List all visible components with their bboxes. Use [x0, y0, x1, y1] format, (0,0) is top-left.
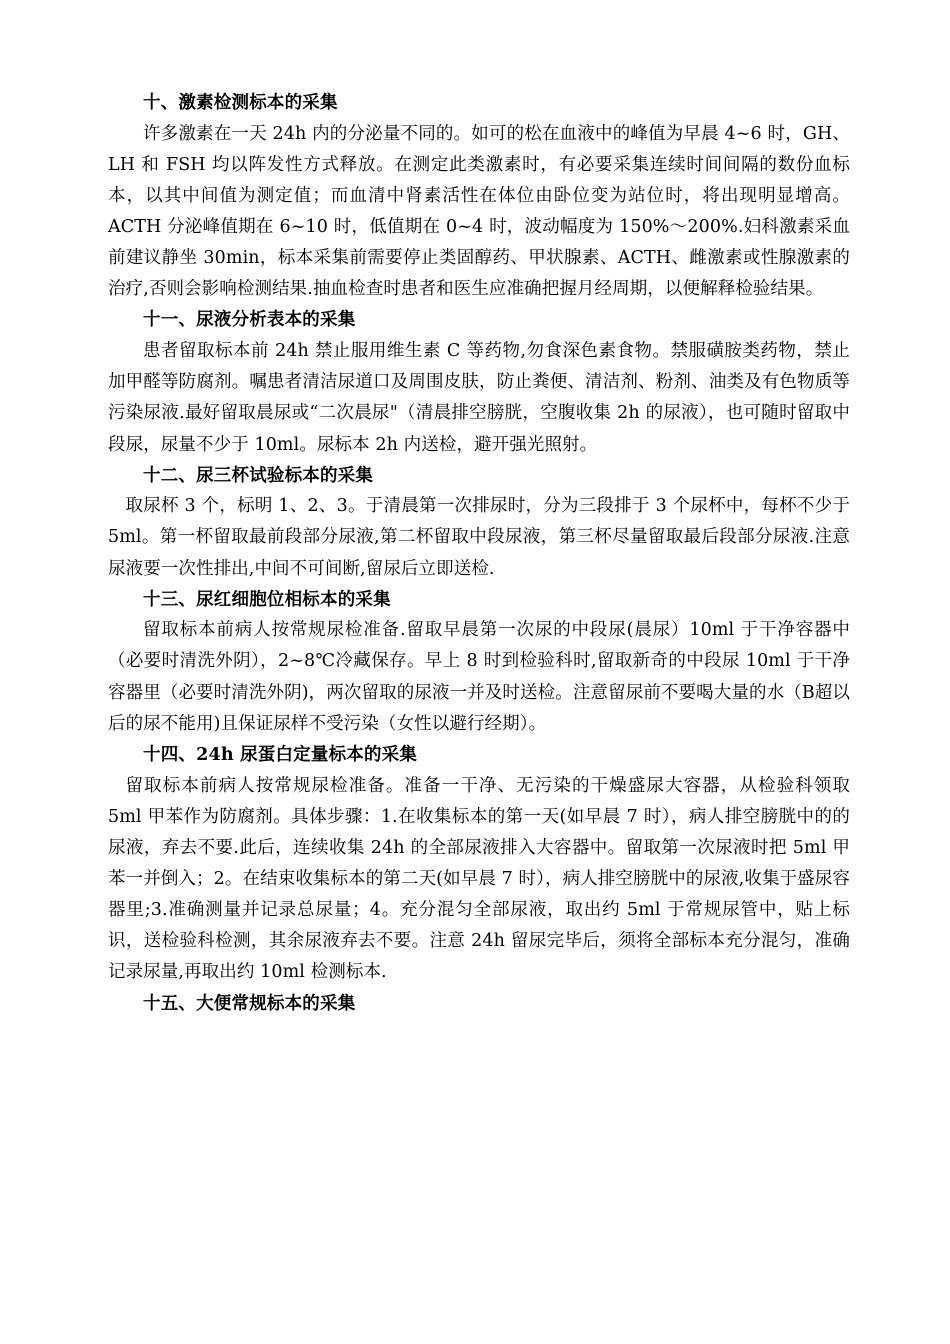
section-block [108, 305, 850, 460]
section-paragraph: 患者留取标本前 24h 禁止服用维生素 C 等药物,勿食深色素食物。禁服磺胺类药物，禁止加甲醛等防腐剂。嘱患者清洁尿道口及周围皮肤，防止粪便、清洁剂、粉剂、油类及有色物质等污染尿液.最好留取晨尿或“二次晨尿"（清晨排空膀胱，空腹收集 2h 的尿液），也可随时留取中段尿，尿量不少于 10ml。尿标本 2h 内送检，避开强光照射。 [108, 341, 850, 455]
section-paragraph: 留取标本前病人按常规尿检准备.留取早晨第一次尿的中段尿(晨尿）10ml 于干净容器中（必要时清洗外阴），2~8℃冷藏保存。早上 8 时到检验科时,留取新奇的中段尿 10ml 于干净容器里（必要时清洗外阴)，两次留取的尿液一并及时送检。注意留尿前不要喝大量的水（B超以后的尿不能用)且保证尿样不受污染（女性以避行经期）。 [108, 620, 850, 734]
section-heading: 十三、尿红细胞位相标本的采集 [143, 589, 391, 610]
section-paragraph: 留取标本前病人按常规尿检准备。准备一干净、无污染的干燥盛尿大容器，从检验科领取 5ml 甲苯作为防腐剂。具体步骤：1.在收集标本的第一天(如早晨 7 时），病人排空膀胱中的的尿液，弃去不要.此后，连续收集 24h 的全部尿液排入大容器中。留取第一次尿液时把 5ml 甲苯一并倒入；2。在结束收集标本的第二天(如早晨 7 时），病人排空膀胱中的尿液,收集于盛尿容器里;3.准确测量并记录总尿量；4。充分混匀全部尿液，取出约 5ml 于常规尿管中，贴上标识，送检验科检测，其余尿液弃去不要。注意 24h 留尿完毕后，须将全部标本充分混匀，准确记录尿量,再取出约 10ml 检测标本. [108, 775, 850, 983]
section-block [108, 88, 850, 305]
section-paragraph: 取尿杯 3 个，标明 1、2、3。于清晨第一次排尿时，分为三段排于 3 个尿杯中，每杯不少于 5ml。第一杯留取最前段部分尿液,第二杯留取中段尿液，第三杯尽量留取最后段部分尿液.注意尿液要一次性排出,中间不可间断,留尿后立即送检. [108, 496, 850, 579]
document-body [108, 88, 850, 1019]
section-heading: 十一、尿液分析表本的采集 [143, 310, 356, 331]
section-heading: 十四、24h 尿蛋白定量标本的采集 [143, 744, 418, 765]
section-block [108, 989, 850, 1020]
section-heading: 十五、大便常规标本的采集 [143, 993, 356, 1014]
section-block [108, 585, 850, 740]
section-heading: 十二、尿三杯试验标本的采集 [143, 465, 374, 486]
section-block [108, 461, 850, 585]
section-paragraph: 许多激素在一天 24h 内的分泌量不同的。如可的松在血液中的峰值为早晨 4~6 时，GH、LH 和 FSH 均以阵发性方式释放。在测定此类激素时，有必要采集连续时间间隔的数份血标本，以其中间值为测定值；而血清中肾素活性在体位由卧位变为站位时，将出现明显增高。ACTH 分泌峰值期在 6~10 时，低值期在 0~4 时，波动幅度为 150%～200%.妇科激素采血前建议静坐 30min，标本采集前需要停止类固醇药、甲状腺素、ACTH、雌激素或性腺激素的治疗,否则会影响检测结果.抽血检查时患者和医生应准确把握月经周期，以便解释检验结果。 [108, 123, 850, 300]
section-heading: 十、激素检测标本的采集 [143, 93, 338, 113]
section-block [108, 740, 850, 989]
